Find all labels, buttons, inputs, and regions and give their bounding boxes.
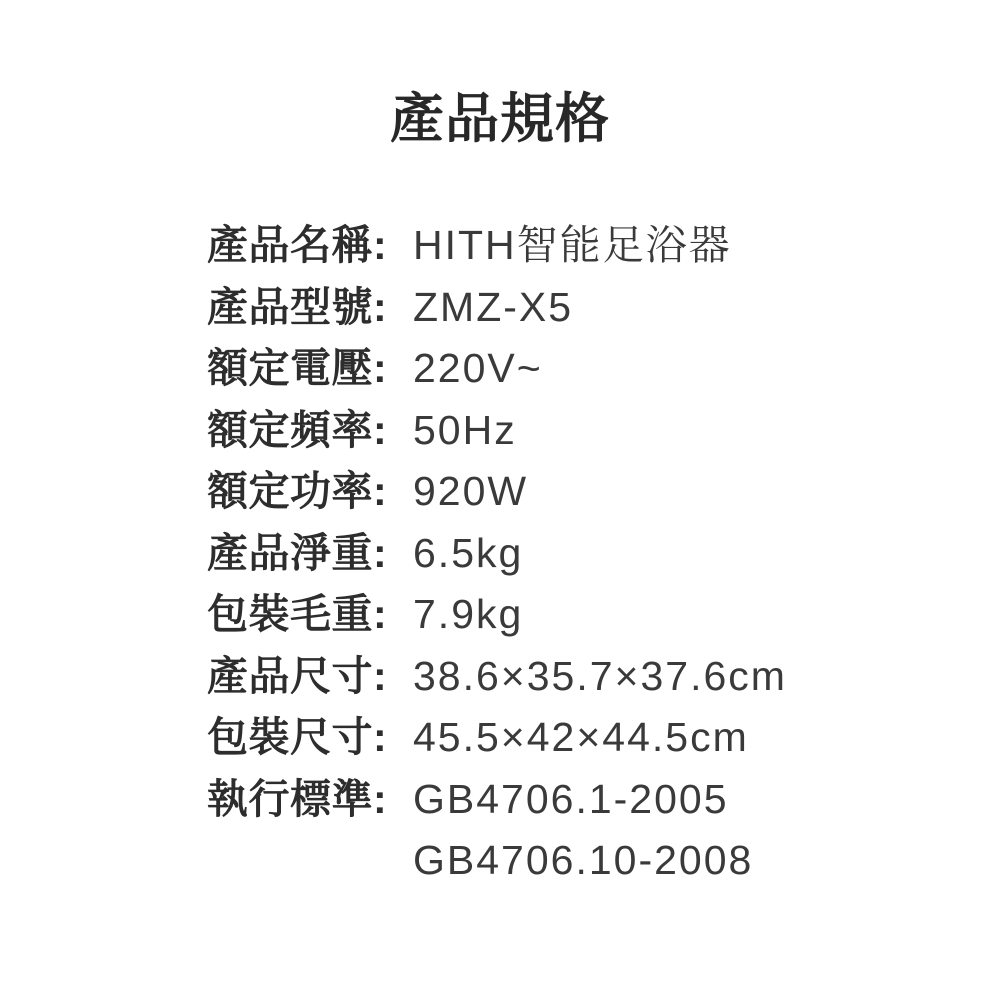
spec-value [413, 277, 573, 339]
spec-row [207, 400, 1000, 462]
spec-value-line: 6.5kg [413, 529, 524, 576]
spec-value-line: ZMZ-X5 [413, 283, 574, 330]
spec-label: 包裝毛重: [207, 591, 388, 637]
spec-value-line: HITH智能足浴器 [413, 222, 732, 268]
spec-value-line: 50Hz [413, 406, 517, 453]
spec-row [207, 215, 1000, 277]
spec-value-line: 45.5×42×44.5cm [413, 714, 749, 760]
spec-label: 產品淨重: [207, 529, 388, 576]
spec-value-line: 7.9kg [413, 591, 524, 637]
spec-label: 產品型號: [207, 283, 388, 330]
spec-row [207, 461, 1000, 523]
spec-label: 產品尺寸: [207, 652, 388, 699]
spec-value [413, 338, 543, 400]
spec-value [413, 461, 528, 523]
spec-row [207, 277, 1000, 339]
spec-value [413, 769, 753, 892]
spec-label: 執行標準: [207, 775, 388, 822]
spec-value [413, 523, 523, 585]
spec-label: 額定頻率: [207, 406, 388, 453]
spec-label: 額定功率: [207, 468, 388, 514]
spec-value [413, 707, 749, 769]
spec-value-line: 220V~ [413, 345, 543, 391]
spec-value-line: GB4706.1-2005 [413, 775, 729, 822]
spec-row [207, 584, 1000, 646]
spec-table [207, 215, 1000, 892]
spec-label: 額定電壓: [207, 345, 388, 391]
spec-row [207, 769, 1000, 892]
spec-label: 產品名稱: [207, 222, 388, 268]
spec-value [413, 584, 523, 646]
spec-value [413, 646, 787, 708]
spec-row [207, 707, 1000, 769]
spec-value [413, 215, 732, 277]
spec-row [207, 338, 1000, 400]
page-title: 產品規格 [390, 89, 610, 149]
spec-row [207, 523, 1000, 585]
spec-value [413, 400, 517, 462]
spec-value-line: 920W [413, 468, 529, 514]
spec-row [207, 646, 1000, 708]
spec-value-line: GB4706.10-2008 [413, 837, 754, 883]
spec-value-line: 38.6×35.7×37.6cm [413, 652, 787, 699]
spec-label: 包裝尺寸: [207, 714, 388, 760]
